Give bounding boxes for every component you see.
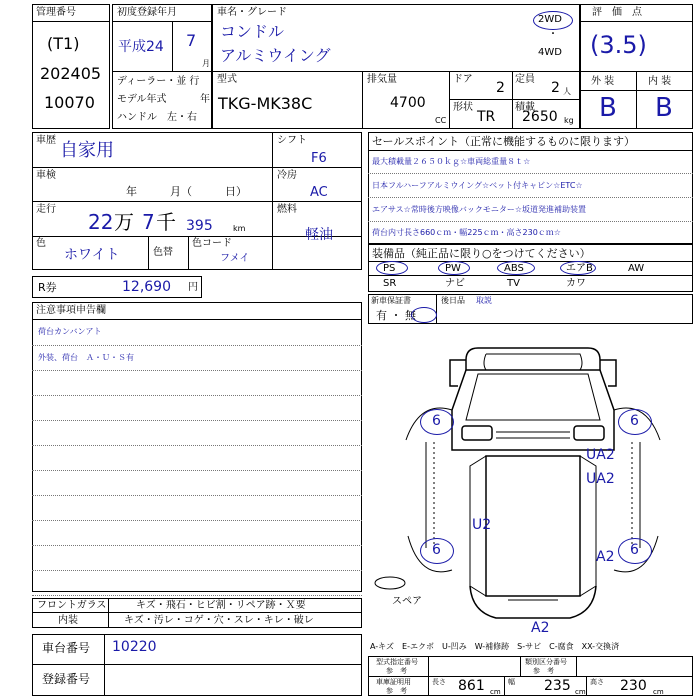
note-rule xyxy=(32,570,362,571)
ac-value: AC xyxy=(310,185,328,200)
color-value: ホワイト xyxy=(64,247,120,263)
divider xyxy=(368,173,693,174)
damage-mark: 6 xyxy=(630,413,639,429)
height-label: 高さ xyxy=(590,678,604,686)
registration-era: 平成 xyxy=(118,39,146,55)
divider xyxy=(520,656,521,676)
damage-legend: A-キズ E-エクボ U-凹み W-補修跡 S-サビ C-腐食 XX-交換済 xyxy=(370,642,620,651)
type-cert-ref: 参 考 xyxy=(386,667,407,675)
divider xyxy=(32,664,362,665)
drive-separator: ・ xyxy=(548,29,558,40)
equipment-item: AW xyxy=(628,263,645,274)
history-label: 車歴 xyxy=(36,135,56,146)
chassis-number: 10220 xyxy=(112,639,157,655)
vehicle-name-line2: アルミウイング xyxy=(220,46,331,65)
note-rule xyxy=(32,345,362,346)
sales-point-line: 日本フルハーフアルミウイング☆ベット付キャビン☆ETC☆ xyxy=(372,181,583,190)
cert-ref: 参 考 xyxy=(386,687,407,695)
width-unit: cm xyxy=(575,688,586,696)
damage-mark: U2 xyxy=(472,517,492,533)
divider xyxy=(362,71,363,129)
note-rule xyxy=(32,445,362,446)
interior-condition-label: 内装 xyxy=(58,615,78,626)
equipment-item: SR xyxy=(383,278,397,289)
displacement-label: 排気量 xyxy=(367,74,397,85)
registration-label: 登録番号 xyxy=(42,672,91,686)
sales-points-title: セールスポイント（正常に機能するものに限ります） xyxy=(372,135,636,148)
divider xyxy=(32,612,362,613)
note-rule xyxy=(32,520,362,521)
divider xyxy=(580,21,693,22)
divider xyxy=(449,99,580,100)
length-label: 長さ xyxy=(432,678,446,686)
month-unit: 月 xyxy=(202,59,210,68)
mileage-unit: km xyxy=(233,224,246,233)
class-label: 類別区分番号 xyxy=(525,658,567,666)
divider xyxy=(368,150,693,151)
score-value: (3.5) xyxy=(590,31,647,59)
equipment-title: 装備品（純正品に限り○をつけてください） xyxy=(372,247,591,260)
note-rule xyxy=(32,495,362,496)
cab-roof xyxy=(466,348,600,370)
divider xyxy=(368,275,693,276)
width-value: 235 xyxy=(544,678,571,694)
control-number-2: 10070 xyxy=(44,93,95,112)
damage-mark: UA2 xyxy=(586,471,615,487)
divider xyxy=(368,221,693,222)
equipment-item: PS xyxy=(383,263,396,274)
height-unit: cm xyxy=(653,688,664,696)
divider xyxy=(32,21,110,22)
doors-label: ドア xyxy=(453,74,473,85)
color-change-label: 色替 xyxy=(153,247,173,258)
sales-point-line: 荷台内寸長さ660ｃｍ・幅225ｃｍ・高さ230ｃｍ☆ xyxy=(372,228,561,237)
exterior-grade: B xyxy=(599,93,617,123)
dealer-label: ディーラー・並 行 xyxy=(117,76,200,87)
control-number-label: 管理番号 xyxy=(36,7,76,18)
shift-value: F6 xyxy=(311,151,327,166)
divider xyxy=(512,99,513,129)
divider xyxy=(512,71,513,99)
registration-month: 7 xyxy=(186,31,197,50)
damage-mark: 6 xyxy=(432,542,441,558)
note-line: 外装、荷台 Ａ・Ｕ・Ｓ有 xyxy=(38,353,134,362)
shift-label: シフト xyxy=(277,135,307,146)
divider xyxy=(428,656,429,676)
divider xyxy=(368,197,693,198)
shape-label: 形状 xyxy=(453,102,473,113)
interior-label: 内 装 xyxy=(648,76,672,87)
divider xyxy=(172,21,173,71)
control-number-prefix: (T1) xyxy=(47,34,80,53)
inspection-label: 車検 xyxy=(36,170,56,181)
displacement-value: 4700 xyxy=(390,95,426,111)
delivery-value: 取説 xyxy=(476,296,492,305)
divider xyxy=(636,71,637,129)
equipment-item: ナビ xyxy=(445,278,465,289)
divider xyxy=(104,634,105,696)
cert-label: 車庫証明用 xyxy=(376,678,411,686)
model-code: TKG-MK38C xyxy=(218,94,313,113)
score-label: 評 価 点 xyxy=(592,7,642,18)
model-year-unit: 年 xyxy=(200,94,210,105)
color-code-value: フメイ xyxy=(220,253,250,264)
interior-grade: B xyxy=(655,93,673,123)
note-rule xyxy=(32,420,362,421)
note-rule xyxy=(32,395,362,396)
fuel-value: 軽油 xyxy=(305,227,333,243)
warranty-label: 新車保証書 xyxy=(371,296,411,305)
length-unit: cm xyxy=(490,688,501,696)
notes-title: 注意事項申告欄 xyxy=(36,305,106,316)
note-rule xyxy=(32,470,362,471)
equipment-item: ABS xyxy=(504,263,524,274)
history-value: 自家用 xyxy=(60,140,114,161)
mileage-label: 走行 xyxy=(36,204,56,215)
divider xyxy=(368,261,693,262)
divider xyxy=(32,167,362,168)
recycle-amount: 12,690 xyxy=(122,279,171,295)
note-rule xyxy=(32,370,362,371)
divider xyxy=(148,236,149,270)
divider xyxy=(112,71,212,72)
load-value: 2650 xyxy=(522,109,558,125)
divider xyxy=(32,201,272,202)
recycle-box xyxy=(32,276,202,298)
drive-4wd: 4WD xyxy=(538,47,562,58)
divider xyxy=(112,21,212,22)
divider xyxy=(436,294,437,324)
damage-mark: 6 xyxy=(432,413,441,429)
handle-label: ハンドル 左・右 xyxy=(117,112,197,123)
front-glass-options: キズ・飛石・ヒビ割・リペア跡・Ｘ要 xyxy=(136,600,306,611)
damage-mark: 6 xyxy=(630,542,639,558)
inspection-value: 年 月（ 日） xyxy=(126,185,247,198)
delivery-label: 後日品 xyxy=(441,296,465,305)
spare-label: スペア xyxy=(392,596,422,607)
height-value: 230 xyxy=(620,678,647,694)
note-rule xyxy=(32,545,362,546)
registration-year: 24 xyxy=(146,39,164,55)
color-label: 色 xyxy=(36,238,46,249)
displacement-unit: CC xyxy=(435,116,447,125)
exterior-label: 外 装 xyxy=(591,76,615,87)
ac-label: 冷房 xyxy=(277,170,297,181)
equipment-item: TV xyxy=(507,278,520,289)
divider xyxy=(428,676,429,696)
divider xyxy=(580,90,693,91)
chassis-label: 車台番号 xyxy=(42,641,91,655)
fuel-label: 燃料 xyxy=(277,204,297,215)
note-line: 荷台カンバンアト xyxy=(38,327,102,336)
damage-mark: A2 xyxy=(596,549,615,565)
recycle-unit: 円 xyxy=(188,282,198,293)
class-ref: 参 考 xyxy=(533,667,554,675)
recycle-label: R券 xyxy=(38,281,57,294)
truck-diagram xyxy=(368,330,698,630)
equipment-item: エアB xyxy=(566,263,593,274)
damage-mark: UA2 xyxy=(586,447,615,463)
note-rule xyxy=(32,595,362,596)
divider xyxy=(576,656,577,676)
mileage-man-unit: 万 xyxy=(114,210,134,234)
mileage-sen-unit: 千 xyxy=(156,210,176,234)
interior-condition-options: キズ・汚レ・コゲ・穴・スレ・キレ・破レ xyxy=(124,615,314,626)
capacity-label: 定員 xyxy=(515,74,535,85)
capacity-value: 2 xyxy=(551,80,560,96)
divider xyxy=(586,676,587,696)
capacity-unit: 人 xyxy=(563,87,571,96)
mileage-man: 22 xyxy=(88,210,114,234)
divider xyxy=(188,236,189,270)
drive-2wd: 2WD xyxy=(538,14,562,25)
equipment-item: PW xyxy=(445,263,461,274)
divider xyxy=(449,71,450,129)
damage-mark: A2 xyxy=(531,620,550,636)
shape-value: TR xyxy=(477,109,496,125)
doors-value: 2 xyxy=(496,80,505,96)
mileage-rest: 395 xyxy=(186,218,213,234)
divider xyxy=(32,319,362,320)
equipment-item: カワ xyxy=(566,278,586,289)
warranty-value: 有 ・ 無 xyxy=(376,309,416,322)
type-cert-label: 型式指定番号 xyxy=(376,658,418,666)
width-label: 幅 xyxy=(508,678,515,686)
length-value: 861 xyxy=(458,678,485,694)
divider xyxy=(504,676,505,696)
divider xyxy=(212,71,580,72)
mileage-sen: 7 xyxy=(142,210,155,234)
sales-point-line: エアサス☆常時後方映像バックモニター☆坂道発進補助装置 xyxy=(372,205,587,214)
divider xyxy=(108,598,109,628)
divider xyxy=(272,201,362,202)
sales-point-line: 最大積載量２６５０ｋｇ☆車両総重量８ｔ☆ xyxy=(372,157,531,166)
control-number-1: 202405 xyxy=(40,64,102,83)
no-warranty-circle xyxy=(411,307,437,323)
first-registration-box xyxy=(112,4,212,129)
vehicle-name-label: 車名・グレード xyxy=(217,7,287,18)
front-glass-label: フロントガラス xyxy=(37,600,107,611)
load-unit: kg xyxy=(564,116,574,125)
type-label: 型式 xyxy=(217,74,237,85)
load-label: 積載 xyxy=(515,102,535,113)
first-registration-label: 初度登録年月 xyxy=(117,7,177,18)
vehicle-name-line1: コンドル xyxy=(220,22,285,41)
color-code-label: 色コード xyxy=(192,238,232,249)
divider xyxy=(368,676,693,677)
model-year-label: モデル年式 xyxy=(117,94,167,105)
